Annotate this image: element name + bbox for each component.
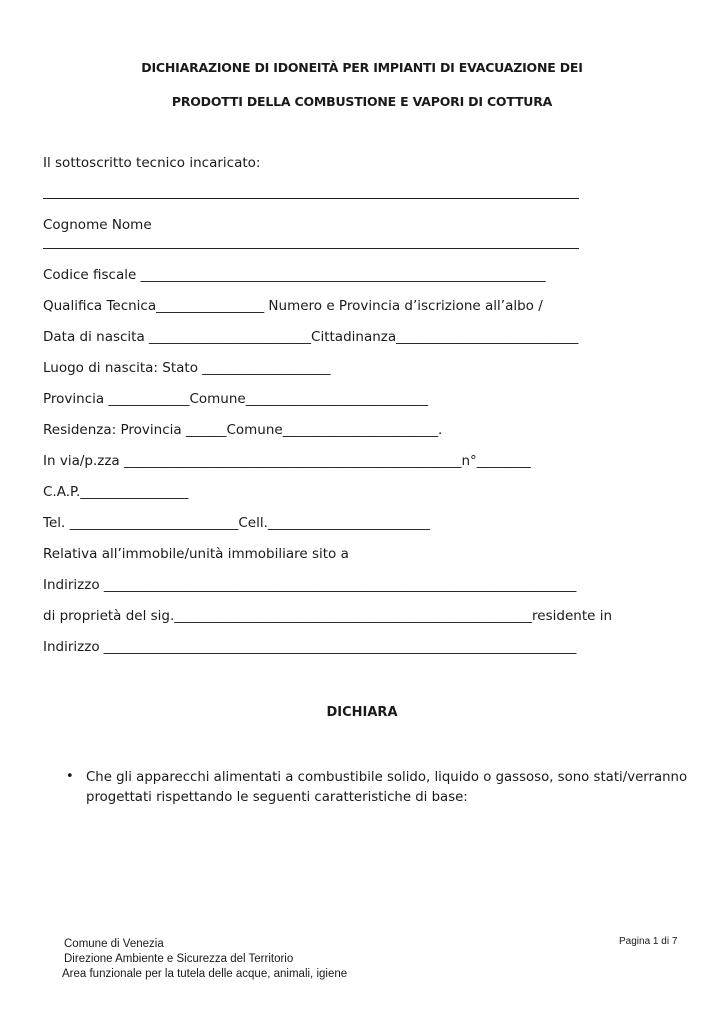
proprieta-field[interactable]: di proprietà del sig._____________________________________________________residente in — [43, 608, 613, 624]
via-field[interactable]: In via/p.zza __________________________________________________n°________ — [43, 453, 531, 469]
tecnico-label: Il sottoscritto tecnico incaricato: — [43, 155, 261, 171]
luogo-nascita-field[interactable]: Luogo di nascita: Stato ___________________ — [43, 360, 331, 376]
provincia-comune-field[interactable]: Provincia ____________Comune___________________________ — [43, 391, 428, 407]
indirizzo-proprietario-field[interactable]: Indirizzo ______________________________________________________________________ — [43, 639, 577, 655]
footer-area: Area funzionale per la tutela delle acque, animali, igiene — [62, 968, 348, 980]
immobile-label: Relativa all’immobile/unità immobiliare sito a — [43, 546, 349, 562]
indirizzo-immobile-field[interactable]: Indirizzo ______________________________________________________________________ — [43, 577, 577, 593]
bullet-icon: • — [66, 769, 74, 784]
dichiara-item-1: Che gli apparecchi alimentati a combustibile solido, liquido o gassoso, sono stati/verranno progettati rispettando le seguenti caratteristiche di base: — [86, 770, 688, 805]
cognome-nome-fill-line[interactable] — [43, 248, 579, 249]
cognome-nome-label: Cognome Nome — [43, 217, 152, 233]
dichiara-heading: DICHIARA — [326, 705, 398, 720]
data-nascita-field[interactable]: Data di nascita ________________________Cittadinanza___________________________ — [43, 329, 579, 345]
qualifica-field[interactable]: Qualifica Tecnica________________ Numero e Provincia d’iscrizione all’albo / — [43, 298, 543, 314]
residenza-field[interactable]: Residenza: Provincia ______Comune_______________________. — [43, 422, 443, 438]
codice-fiscale-field[interactable]: Codice fiscale ____________________________________________________________ — [43, 267, 546, 283]
footer-comune: Comune di Venezia — [64, 938, 164, 950]
footer-direzione: Direzione Ambiente e Sicurezza del Territorio — [64, 953, 294, 965]
document-title-line-2: PRODOTTI DELLA COMBUSTIONE E VAPORI DI COTTURA — [171, 94, 553, 109]
tel-cell-field[interactable]: Tel. _________________________Cell.________________________ — [43, 515, 430, 531]
cap-field[interactable]: C.A.P.________________ — [43, 484, 189, 500]
document-title-line-1: DICHIARAZIONE DI IDONEITÀ PER IMPIANTI DI EVACUAZIONE DEI — [141, 60, 583, 75]
page-number: Pagina 1 di 7 — [619, 936, 678, 947]
tecnico-fill-line[interactable] — [43, 198, 579, 199]
